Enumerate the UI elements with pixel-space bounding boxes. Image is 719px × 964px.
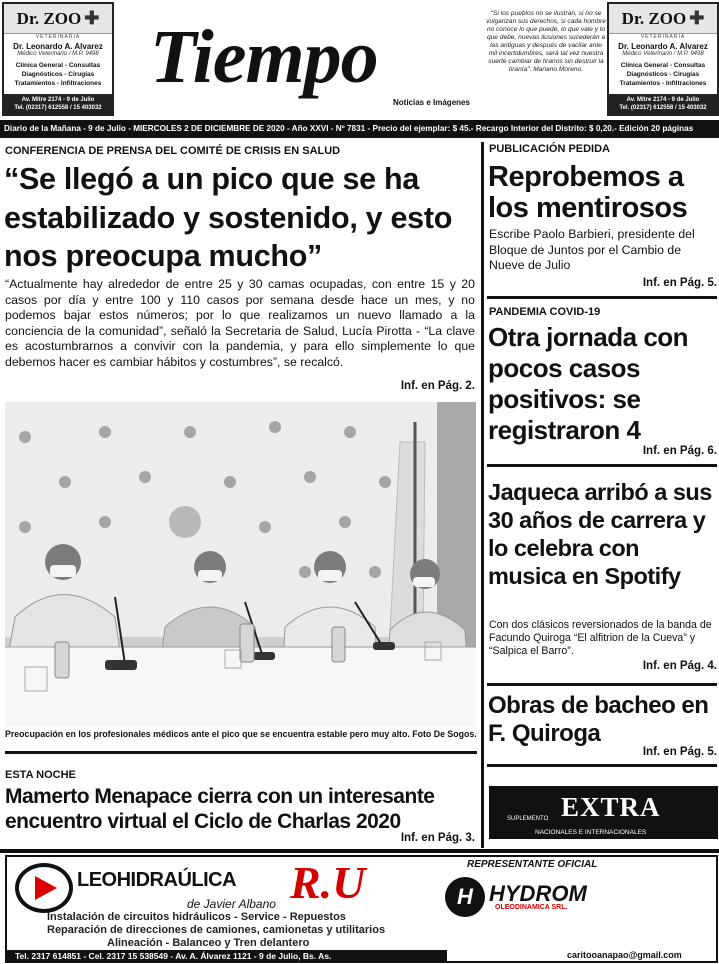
vet-sub: VETERINARIA <box>640 34 686 40</box>
vet-address: Av. Mitre 2174 - 9 de Julio <box>21 97 95 103</box>
right-kicker-2: PANDEMIA COVID-19 <box>489 306 601 318</box>
extra-supplement-box[interactable] <box>489 786 718 839</box>
esta-noche-headline: Mamerto Menapace cierra con un interesante encuentro virtual el Ciclo de Charlas 2020 <box>5 785 435 833</box>
masthead-quote: "Si los pueblos no se ilustran, si no se vulgarizan sus derechos, si cada hombre no conoce lo que puede, lo que vale y lo que debe, nuevas ilusiones sucederán a las antiguas y después de vacilar ante mil incertidumbres, será tal vez nuestra suerte cambiar de tiranos sin destruir la tiranía". Mariano Moreno. <box>486 10 606 73</box>
vet-doctor: Dr. Leonardo A. Alvarez <box>13 42 103 51</box>
ad-rep-label: REPRESENTANTE OFICIAL <box>467 859 598 870</box>
vet-phone: Tel. (02317) 612558 / 15 403032 <box>14 105 102 111</box>
section-rule <box>5 751 477 754</box>
photo-caption: Preocupación en los profesionales médicos ante el pico que se encuentra estable pero muy alto. Foto De Sogos. <box>5 729 477 739</box>
right-headline-2: Otra jornada con pocos casos positivos: se registraron 4 <box>488 322 689 445</box>
vet-service: Clínica General - Consultas <box>620 62 706 69</box>
vet-service: Tratamientos - Infiltraciones <box>619 80 707 87</box>
ad-brand: R.U <box>290 857 366 908</box>
ad-line-2: Reparación de direcciones de camiones, camionetas y utilitarios <box>47 924 386 936</box>
vet-service: Diagnósticos - Cirugías <box>626 71 700 78</box>
right-kicker-1: PUBLICACIÓN PEDIDA <box>489 143 611 155</box>
right-body-3: Con dos clásicos reversionados de la banda de Facundo Quiroga “El alfitrion de la Cueva” y “Salpica el Barro”. <box>489 619 712 657</box>
vet-phone: Tel. (02317) 612558 / 15 403032 <box>619 105 707 111</box>
newspaper-name: Tiempo <box>150 15 378 99</box>
right-headline-4: Obras de bacheo en F. Quiroga <box>488 692 709 747</box>
right-inf-4: Inf. en Pág. 5. <box>642 746 717 758</box>
newspaper-logo <box>150 12 472 102</box>
vet-doctor: Dr. Leonardo A. Alvarez <box>618 42 708 51</box>
vet-service: Tratamientos - Infiltraciones <box>14 80 102 87</box>
esta-noche-inf: Inf. en Pág. 3. <box>400 832 475 844</box>
ad-rep-sub: OLEODINAMICA SRL. <box>495 904 568 911</box>
vet-title: Médico Veterinario / M.P. 9498 <box>17 51 99 57</box>
section-rule <box>487 296 717 299</box>
lead-photo <box>5 402 476 727</box>
right-headline-1: Reprobemos a los mentirosos <box>488 161 688 224</box>
vet-ad-right <box>607 2 719 116</box>
vet-service: Clínica General - Consultas <box>15 62 101 69</box>
section-rule <box>487 464 717 467</box>
section-rule <box>487 764 717 767</box>
cross-icon: ✚ <box>689 8 705 28</box>
vet-logo <box>609 4 717 34</box>
ad-top-rule <box>0 849 719 853</box>
right-inf-2: Inf. en Pág. 6. <box>642 445 717 457</box>
ad-leohidraulica[interactable] <box>5 855 718 963</box>
extra-right: NACIONALES E INTERNACIONALES <box>535 829 647 836</box>
lead-headline: “Se llegó a un pico que se ha estabilizado y sostenido, y esto nos preocupa mucho” <box>4 162 453 273</box>
ad-company: LEOHIDRAÚLICA <box>77 869 237 891</box>
lead-body: “Actualmente hay alrededor de entre 25 y 30 camas ocupadas, con entre 15 y 20 casos por día y entre 100 y 110 casos por semana desde hace un mes, y no podemos bajar estos números; por lo que realizamos un nuevo llamado a la conciencia de la comunidad”, señaló la Secretaria de Salud, Lucía Pirotta - “La clave es acostumbrarnos a convivir con la pandemia, y para ello simplemente lo que debemos hacer es cambiar hábitos y costumbres”, se recalcó. <box>5 277 475 369</box>
ad-rep-brand: HYDROM <box>489 881 587 906</box>
ad-contact: Tel. 2317 614851 - Cel. 2317 15 538549 - Av. A. Álvarez 1121 - 9 de Julio, Bs. As. <box>7 950 447 963</box>
right-body-1: Escribe Paolo Barbieri, presidente del Bloque de Juntos por el Cambio de Nueve de Julio <box>489 227 695 272</box>
column-divider <box>481 142 484 848</box>
vet-ad-left <box>2 2 114 116</box>
vet-title: Médico Veterinario / M.P. 9498 <box>622 51 704 57</box>
hydrom-logo-icon: H <box>445 877 485 917</box>
esta-noche-kicker: ESTA NOCHE <box>5 769 76 781</box>
ad-line-3: Alineación - Balanceo y Tren delantero <box>107 937 310 949</box>
extra-title: EXTRA <box>561 792 661 822</box>
vet-address: Av. Mitre 2174 - 9 de Julio <box>626 97 700 103</box>
section-rule <box>487 683 717 686</box>
lead-kicker: CONFERENCIA DE PRENSA DEL COMITÉ DE CRISIS EN SALUD <box>5 145 341 157</box>
vet-brand: Dr. ZOO <box>621 8 687 28</box>
dateline: Diario de la Mañana - 9 de Julio - MIERCOLES 2 DE DICIEMBRE DE 2020 - Año XXVI - Nº 7831 - Precio del ejemplar: $ 45.- Recargo Interior del Distrito: $ 0,20.- Edición 20 páginas <box>0 120 719 138</box>
newspaper-sub: Noticias e Imágenes <box>393 98 470 107</box>
lead-inf: Inf. en Pág. 2. <box>400 380 475 392</box>
vet-logo <box>4 4 112 34</box>
press-conference-photo <box>5 402 476 727</box>
ad-line-1: Instalación de circuitos hidráulicos - Service - Repuestos <box>47 911 346 923</box>
right-inf-3: Inf. en Pág. 4. <box>642 660 717 672</box>
vet-sub: VETERINARIA <box>35 34 81 40</box>
extra-left: SUPLEMENTO <box>507 816 549 822</box>
ad-email: caritooanapao@gmail.com <box>567 950 682 960</box>
right-headline-3: Jaqueca arribó a sus 30 años de carrera y lo celebra con musica en Spotify <box>488 479 712 589</box>
play-logo-icon <box>15 863 73 913</box>
ad-owner: de Javier Albano <box>187 897 276 911</box>
vet-service: Diagnósticos - Cirugías <box>21 71 95 78</box>
right-inf-1: Inf. en Pág. 5. <box>642 277 717 289</box>
vet-brand: Dr. ZOO <box>16 8 82 28</box>
cross-icon: ✚ <box>84 8 100 28</box>
